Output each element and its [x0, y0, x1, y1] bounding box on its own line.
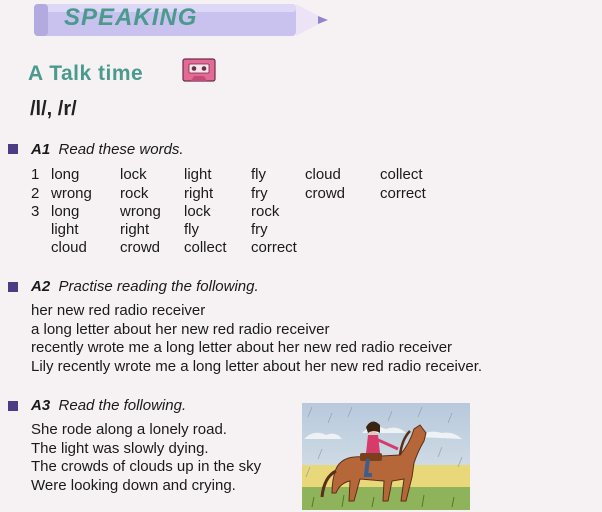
word: lock	[184, 203, 211, 220]
section-title: A Talk time	[28, 62, 144, 85]
a2-line: a long letter about her new red radio receiver	[31, 320, 330, 338]
poem-line: She rode along a lonely road.	[31, 421, 227, 438]
word: wrong	[51, 185, 92, 202]
page-title: SPEAKING	[64, 4, 198, 31]
word: light	[184, 166, 212, 183]
task-a1-heading	[31, 141, 184, 158]
task-a2-heading	[31, 278, 259, 295]
row-number: 2	[31, 185, 40, 202]
word: crowd	[120, 239, 161, 256]
word: fry	[251, 221, 268, 238]
task-a1-instruction: Read these words.	[58, 141, 184, 158]
word: rock	[120, 185, 149, 202]
word: correct	[251, 239, 297, 256]
word: long	[51, 203, 80, 220]
word: crowd	[305, 185, 346, 202]
word: correct	[380, 185, 426, 202]
target-sounds: /l/, /r/	[30, 98, 77, 120]
a2-line: recently wrote me a long letter about her new red radio receiver	[31, 339, 453, 356]
poem-line: The crowds of clouds up in the sky	[31, 458, 262, 475]
task-a2-label: A2	[31, 278, 51, 295]
word: wrong	[120, 203, 161, 220]
word: collect	[184, 239, 227, 256]
task-a2-instruction: Practise reading the following.	[58, 278, 259, 295]
row-number: 3	[31, 203, 40, 220]
word: lock	[120, 166, 147, 183]
a2-sentence-list	[31, 302, 482, 376]
word: fly	[184, 221, 199, 238]
task-bullet	[8, 144, 18, 154]
a2-line: Lily recently wrote me a long letter about her new red radio receiver.	[31, 357, 483, 375]
a2-line: her new red radio receiver	[31, 302, 206, 319]
cassette-icon	[182, 58, 216, 82]
task-bullet	[8, 282, 18, 292]
girl-riding-horse-illustration	[302, 403, 470, 510]
word: fly	[251, 166, 266, 183]
word: cloud	[305, 166, 341, 183]
word: cloud	[51, 239, 87, 256]
word: fry	[251, 185, 268, 202]
word: right	[120, 221, 150, 238]
poem-line: The light was slowly dying.	[31, 439, 209, 457]
word: long	[51, 166, 80, 183]
task-a3-heading	[31, 397, 186, 414]
row-number: 1	[31, 166, 40, 183]
poem	[31, 421, 261, 495]
word: light	[51, 221, 79, 238]
task-a3-label: A3	[31, 397, 51, 414]
task-a3-instruction: Read the following.	[58, 397, 187, 414]
word: rock	[251, 203, 280, 220]
word: right	[184, 185, 214, 202]
word: collect	[380, 166, 423, 183]
task-a1-label: A1	[31, 141, 51, 158]
poem-line: Were looking down and crying.	[31, 476, 236, 494]
task-bullet	[8, 401, 18, 411]
